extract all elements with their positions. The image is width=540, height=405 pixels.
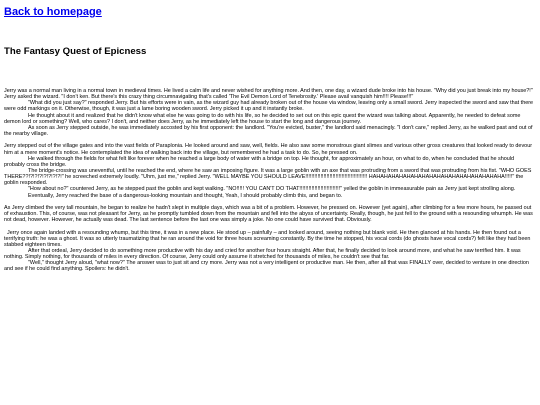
paragraph: The bridge-crossing was uneventful, until he reached the end, where he saw an imposing figure. It was a large goblin with an axe that was protruding from a sword that was protruding from his fist. "WHO GOES THERE??!?!?!?!?!?!?!?!" he screeched extremely loudly. "Uhm, just me," replied Jerry. "WELL MAYBE YOU SHOULD LEAVE!!!!!!!!!!!!!!!!!!!!!!!!!!!!!!!!!!!!!!!!! HAHAHAHAHAHAHAHAHAHAHAHAHAHAHAHAHAHA!!!!!" the goblin responded. (4, 168, 532, 187)
story-body (4, 88, 536, 273)
paragraph: "What did you just say?" responded Jerry. But his efforts were in vain, as the wizard guy had already broken out of the house via window, leaving only a small sword. Jerry inspected the sword and saw that there were odd markings on it. Otherwise, though, it was just a lame boring wooden sword. Jerry picked it up and it instantly broke. (4, 100, 534, 113)
page (4, 6, 536, 273)
paragraph: "Well," thought Jerry aloud, "what now?" The answer was to just sit and cry more. Jerry was not a very intelligent or productive man. He then, after all that was FINALLY over, decided to venture in one direction and see if he could find anything. Spoilers: he didn't. (4, 260, 529, 273)
paragraph: As Jerry climbed the very tall mountain, he began to realize he hadn't slept in multiple days, which was a bit of a problem. However, he pressed on. However (yet again), after climbing for a few more hours, he passed out of exhaustion. This, of course, was not pleasant for Jerry, as he promptly tumbled down from the mountain and fell into the abyss of uncertainty. Really, though, he just fell to the ground with a resounding whumph. He was not dead, however. However, he actually was dead. The last sentence before the last one was simply a joke. No one could have survived that. Obviously. (4, 204, 533, 224)
paragraph: "How about no?" countered Jerry, as he stepped past the goblin and kept walking. "NO!!!!! YOU CAN'T DO THAT!!!!!!!!!!!!!!!!!!!!!!!!!!!" yelled the goblin in immeasurable pain as Jerry just kept strolling along. (28, 186, 516, 193)
paragraph: Eventually, Jerry reached the base of a dangerous-looking mountain and thought, Yeah, I should probably climb this, and began to. (28, 192, 343, 199)
paragraph: Jerry once again landed with a resounding whump, but this time, it was in a new place. He stood up – painfully – and looked around, seeing nothing but blank void. He then glanced at his hands. He then found out a terrifying truth: he was a ghost. It was so utterly traumatizing that he ran around the void for three hours screaming constantly. By the time he stopped, his vocal cords (do ghosts have vocal cords?) felt like they had been stabbed eighteen times. (4, 229, 531, 248)
story-title: The Fantasy Quest of Epicness (4, 46, 147, 57)
paragraph: As soon as Jerry stepped outside, he was immediately accosted by his first opponent: the landlord. "You're evicted, buster," the landlord said menacingly. "I don't care," replied Jerry, as he walked past and out of the nearby village. (4, 124, 533, 138)
paragraph: Jerry was a normal man living in a normal town in medieval times. He lived a calm life and never wished for anything more. And then, one day, a wizard dude broke into his house. "Why did you just break into my house?!" Jerry asked the wizard. "I don't ken. But there's this crazy thing circumnavigating that's called 'The Evil Demon Lord of Tenebrosity.' Please avail vanquish him!!!! Please!!!" (4, 88, 533, 101)
paragraph: Jerry stepped out of the village gates and into the vast fields of Paraplonia. He looked around and saw, well, fields. He also saw some monstrous giant slimes and various other gross creatures that looked ready to devour him at a mere moment's notice. He contemplated the idea of walking back into the village, but remembered he had a task to do. So, he pressed on. (4, 143, 533, 156)
back-to-homepage-link[interactable]: Back to homepage (4, 6, 102, 18)
paragraph: After that ordeal, Jerry decided to do something more productive with his day and cried for another four hours straight. After that, he finally decided to look around more, and what he saw terrified him. It was nothing. Simply nothing, for thousands of miles in every direction. Of course, Jerry could only assume it stretched for thousands of miles, he couldn't see that far. (4, 248, 521, 261)
paragraph: He walked through the fields for what felt like forever when he reached a large body of water with a bridge on top. He thought, for approximately an hour, on what to do, when he concluded that he should probably cross the bridge. (4, 155, 515, 168)
paragraph: He thought about it and realized that he didn't know what else he was going to do with his life, so he decided to set out on this epic quest the wizard was talking about. Apparently, he needed to defeat some demon lord or something? Well, who cares? I don't, and neither does Jerry, as he immediately left the house to start the long and dangerous journey. (4, 112, 521, 125)
